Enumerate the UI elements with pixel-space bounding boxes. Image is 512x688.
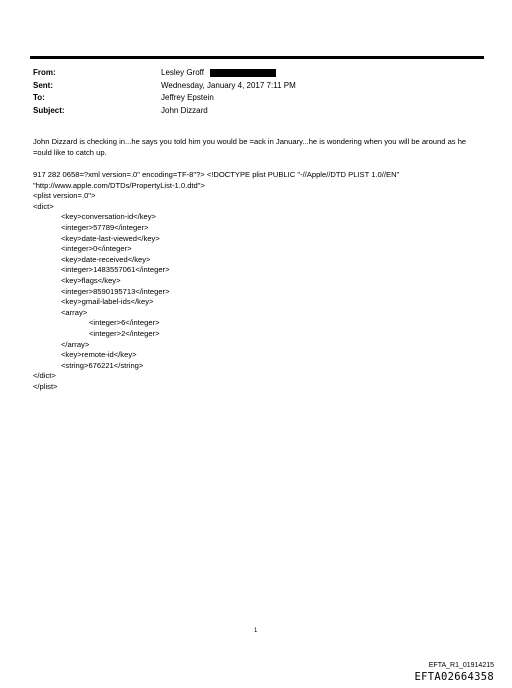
message-body: John Dizzard is checking in...he says you told him you would be =ack in January...he is wondering when you will be around as he =ould like to catch up.	[33, 137, 467, 157]
plist-line: <string>676221</string>	[61, 360, 144, 370]
redaction-box	[210, 69, 276, 77]
plist-line: "http://www.apple.com/DTDs/PropertyList-1.0.dtd">	[33, 180, 205, 190]
sent-label: Sent:	[33, 80, 53, 90]
plist-line: 917 282 0658=?xml version=.0" encoding=TF-8"?> <!DOCTYPE plist PUBLIC "-//Apple//DTD PLIST 1.0//EN"	[33, 170, 400, 179]
sent-row	[33, 80, 296, 93]
plist-line: <dict>	[33, 201, 54, 211]
to-value: Jeffrey Epstein	[161, 93, 214, 102]
bates-number-large: EFTA02664358	[414, 671, 494, 683]
from-row	[33, 67, 296, 80]
page-number: 1	[254, 628, 258, 634]
plist-line: <key>flags</key>	[61, 275, 121, 285]
plist-line: <integer>57789</integer>	[61, 222, 149, 232]
to-label: To:	[33, 93, 45, 102]
email-header	[33, 67, 296, 117]
plist-line: <key>date-received</key>	[61, 254, 151, 264]
plist-line: <key>date-last-viewed</key>	[61, 233, 160, 243]
plist-block	[33, 170, 399, 392]
plist-line: <array>	[61, 307, 88, 317]
plist-line: <integer>0</integer>	[61, 244, 132, 254]
plist-line: <integer>1483557061</integer>	[61, 265, 170, 275]
plist-line: <key>gmail-label-ids</key>	[61, 297, 154, 307]
plist-line: <key>conversation-id</key>	[61, 212, 156, 222]
from-label: From:	[33, 68, 56, 77]
plist-line: </plist>	[33, 381, 58, 391]
plist-line: </dict>	[33, 371, 56, 381]
sent-value: Wednesday, January 4, 2017 7:11 PM	[161, 80, 296, 90]
plist-line: </array>	[61, 339, 90, 349]
to-row	[33, 92, 296, 105]
subject-value: John Dizzard	[161, 105, 208, 115]
subject-label: Subject:	[33, 105, 65, 115]
plist-line: <integer>2</integer>	[89, 328, 160, 338]
header-rule	[30, 56, 484, 59]
from-name: Lesley Groff	[161, 68, 204, 77]
subject-row	[33, 105, 296, 118]
from-value	[161, 67, 276, 80]
plist-line: <plist version=.0">	[33, 191, 96, 201]
plist-line: <integer>8590195713</integer>	[61, 286, 170, 296]
plist-line: <integer>6</integer>	[89, 318, 160, 328]
plist-line: <key>remote-id</key>	[61, 350, 137, 360]
bates-number-small: EFTA_R1_01914215	[428, 662, 494, 669]
